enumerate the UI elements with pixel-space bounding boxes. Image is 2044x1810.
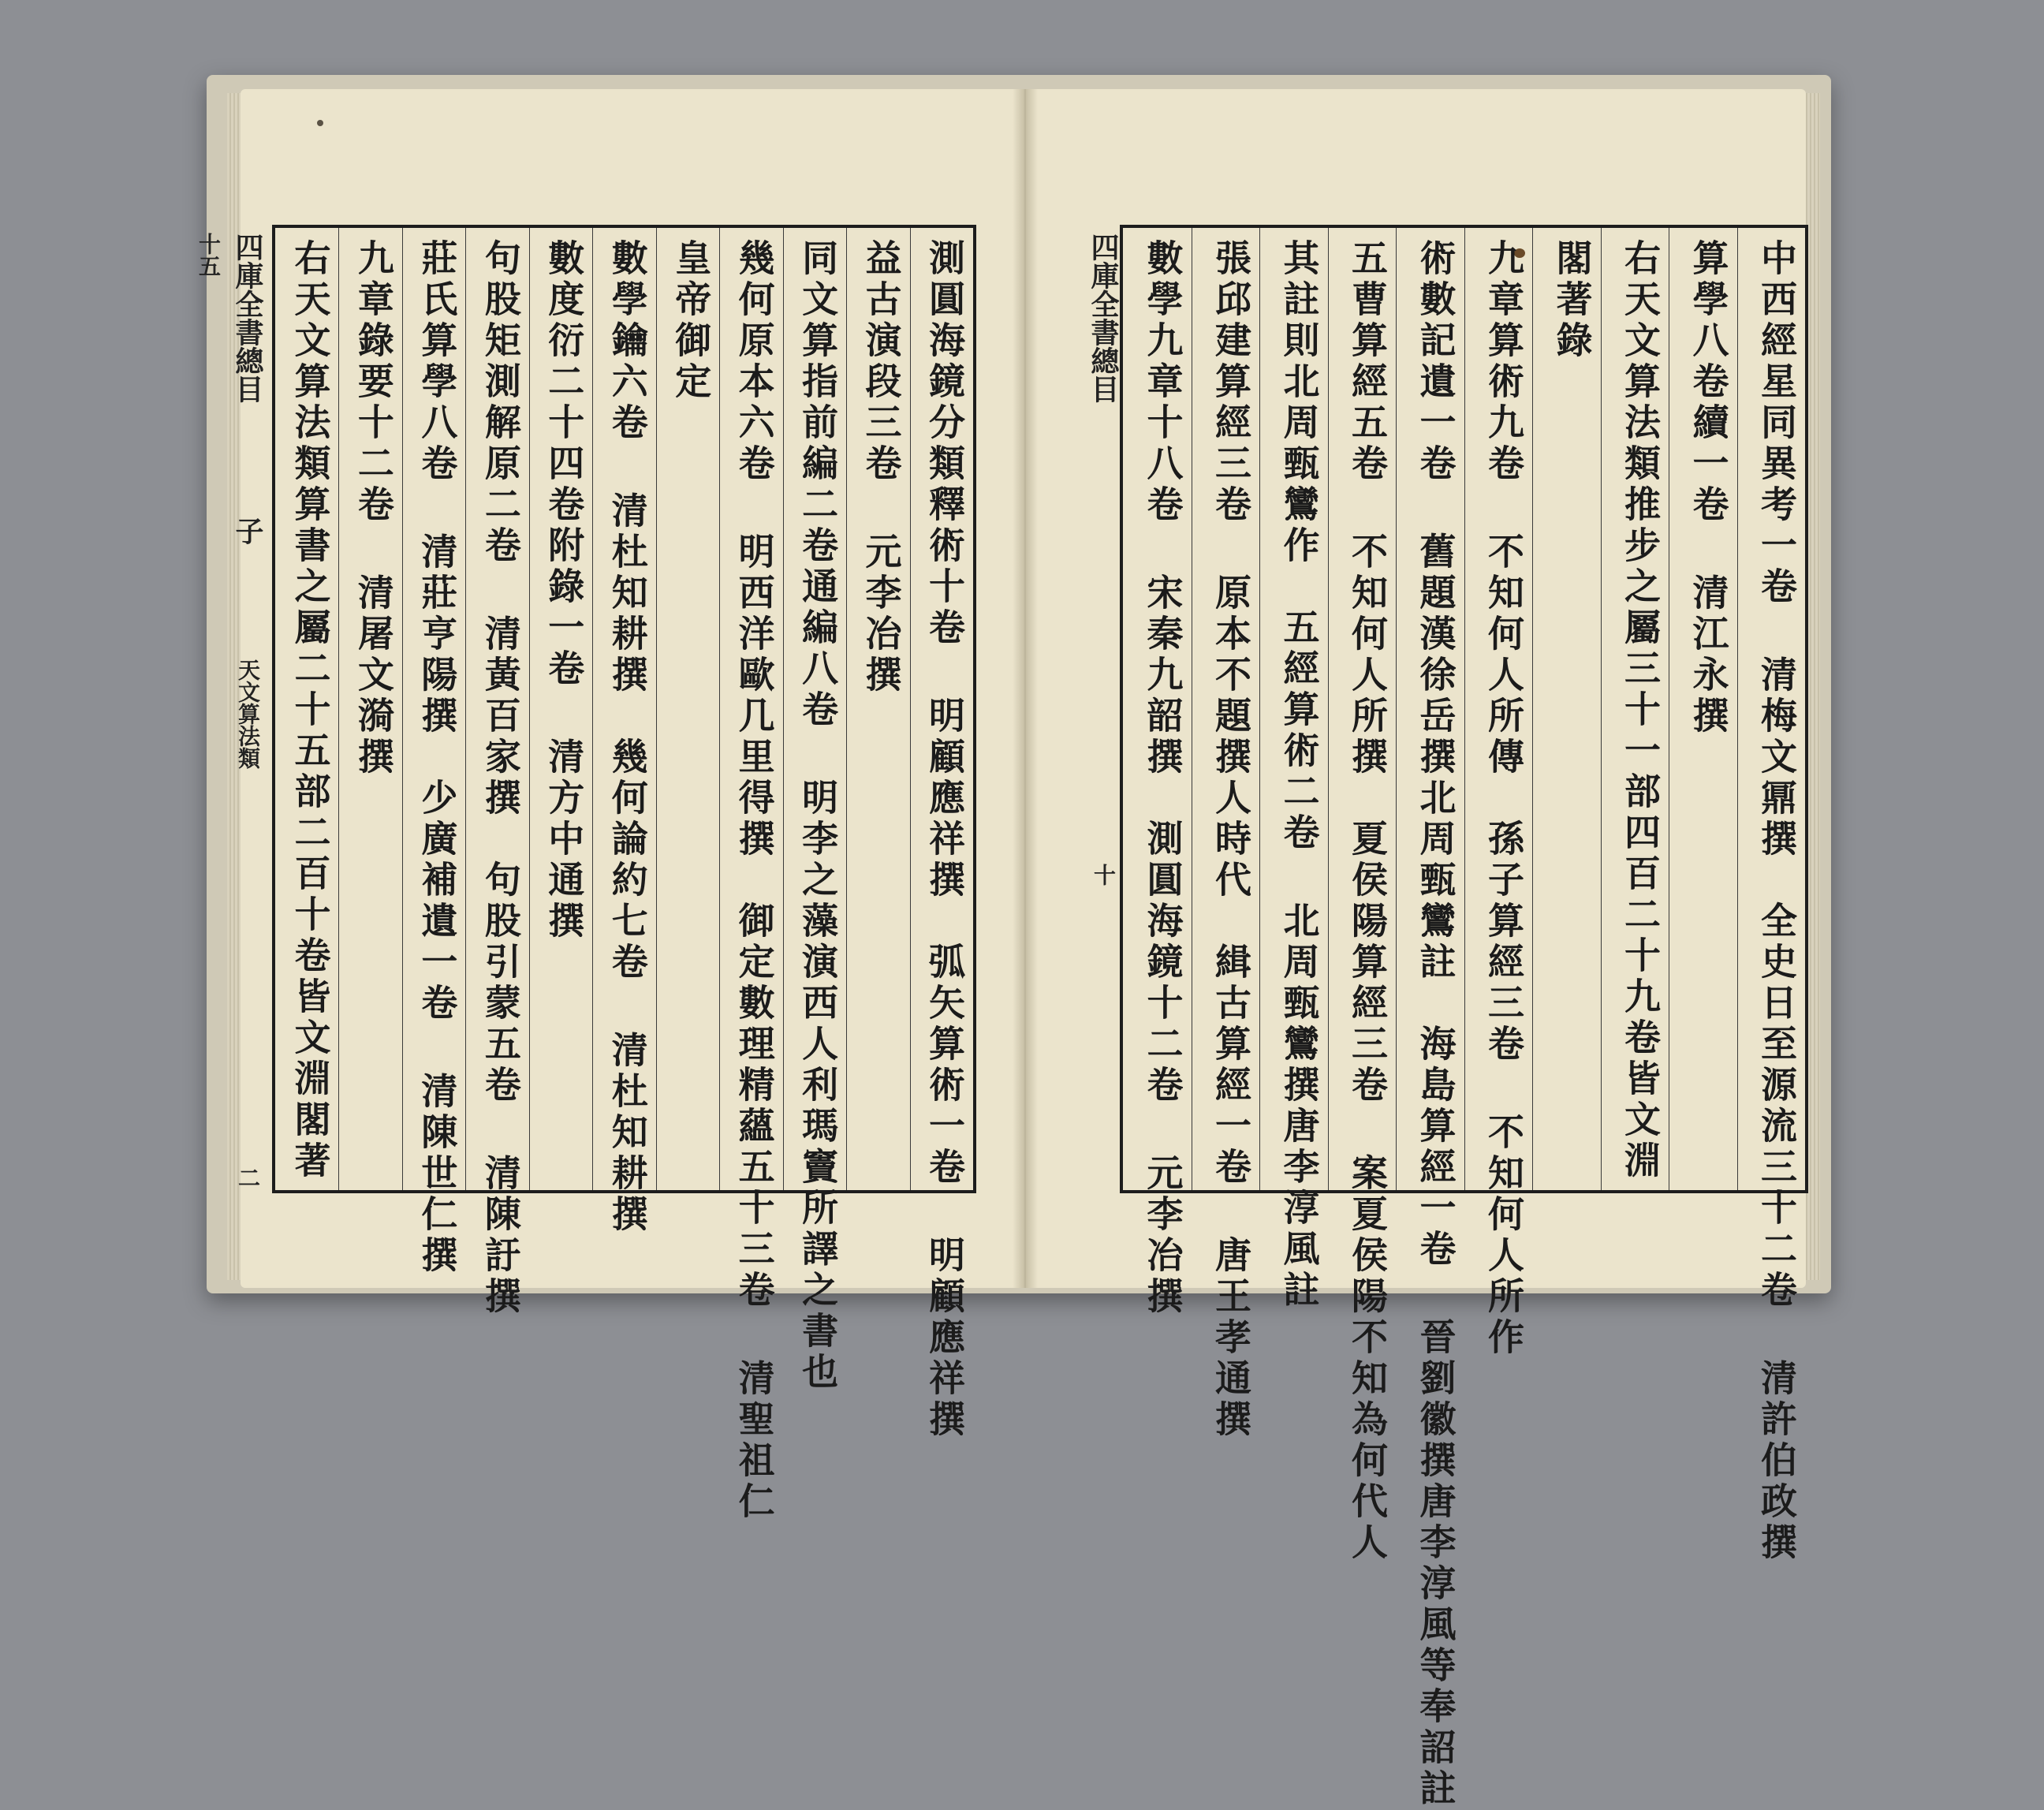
- text-column: 同文算指前編二卷通編八卷 明李之藻演西人利瑪竇所譯之書也: [783, 228, 846, 1190]
- left-text-frame: [196, 225, 976, 1523]
- text-column: 數學鑰六卷 清杜知耕撰 幾何論約七卷 清杜知耕撰: [592, 228, 655, 1190]
- text-column: 算學八卷續一卷 清江永撰: [1669, 228, 1737, 1190]
- text-column: 張邱建算經三卷 原本不題撰人時代 緝古算經一卷 唐王孝通撰: [1192, 228, 1260, 1190]
- margin-page-number: 二十五: [196, 233, 261, 1189]
- text-column: 術數記遺一卷 舊題漢徐岳撰北周甄鸞註 海島算經一卷 晉劉徽撰唐李淳風等奉詔註: [1396, 228, 1464, 1190]
- right-text-frame: [1087, 225, 1808, 1810]
- margin-category: 天文算法類: [235, 659, 261, 769]
- text-column: 九章錄要十二卷 清屠文漪撰: [338, 228, 401, 1190]
- book-gutter: [1013, 89, 1038, 1288]
- text-column: 測圓海鏡分類釋術十卷 明顧應祥撰 弧矢算術一卷 明顧應祥撰: [910, 228, 973, 1190]
- text-column: 句股矩測解原二卷 清黃百家撰 句股引蒙五卷 清陳訏撰: [465, 228, 528, 1190]
- left-margin-column: [196, 228, 267, 1190]
- margin-title: 四庫全書總目: [1087, 233, 1120, 403]
- text-column: 其註則北周甄鸞作 五經算術二卷 北周甄鸞撰唐李淳風註: [1259, 228, 1328, 1190]
- right-margin-column: [1076, 228, 1123, 1190]
- text-column: 中西經星同異考一卷 清梅文鼏撰 全史日至源流三十二卷 清許伯政撰: [1737, 228, 1806, 1190]
- text-column: 益古演段三卷 元李冶撰: [846, 228, 909, 1190]
- text-column: 九章算術九卷 不知何人所傳 孫子算經三卷 不知何人所作: [1464, 228, 1533, 1190]
- text-column: 數學九章十八卷 宋秦九韶撰 測圓海鏡十二卷 元李冶撰: [1141, 239, 1184, 1318]
- text-column: 右天文算法類算書之屬二十五部二百十卷皆文淵閣著: [289, 239, 332, 1182]
- text-column: 五曹算經五卷 不知何人所撰 夏侯陽算經三卷 案夏侯陽不知為何代人: [1328, 228, 1397, 1190]
- margin-title: 四庫全書總目: [231, 233, 264, 403]
- text-column: 右天文算法類推步之屬三十一部四百二十九卷皆文淵: [1601, 228, 1669, 1190]
- margin-section: 子: [231, 517, 264, 545]
- paper-spot: [317, 120, 323, 126]
- text-column: 莊氏算學八卷 清莊亨陽撰 少廣補遺一卷 清陳世仁撰: [402, 228, 465, 1190]
- margin-page-number: 十: [1091, 864, 1117, 886]
- text-column: 閣著錄: [1532, 228, 1601, 1190]
- text-column: 數度衍二十四卷附錄一卷 清方中通撰: [529, 228, 592, 1190]
- text-column: 皇帝御定: [656, 228, 719, 1190]
- text-column: 幾何原本六卷 明西洋歐几里得撰 御定數理精蘊五十三卷 清聖祖仁: [719, 228, 782, 1190]
